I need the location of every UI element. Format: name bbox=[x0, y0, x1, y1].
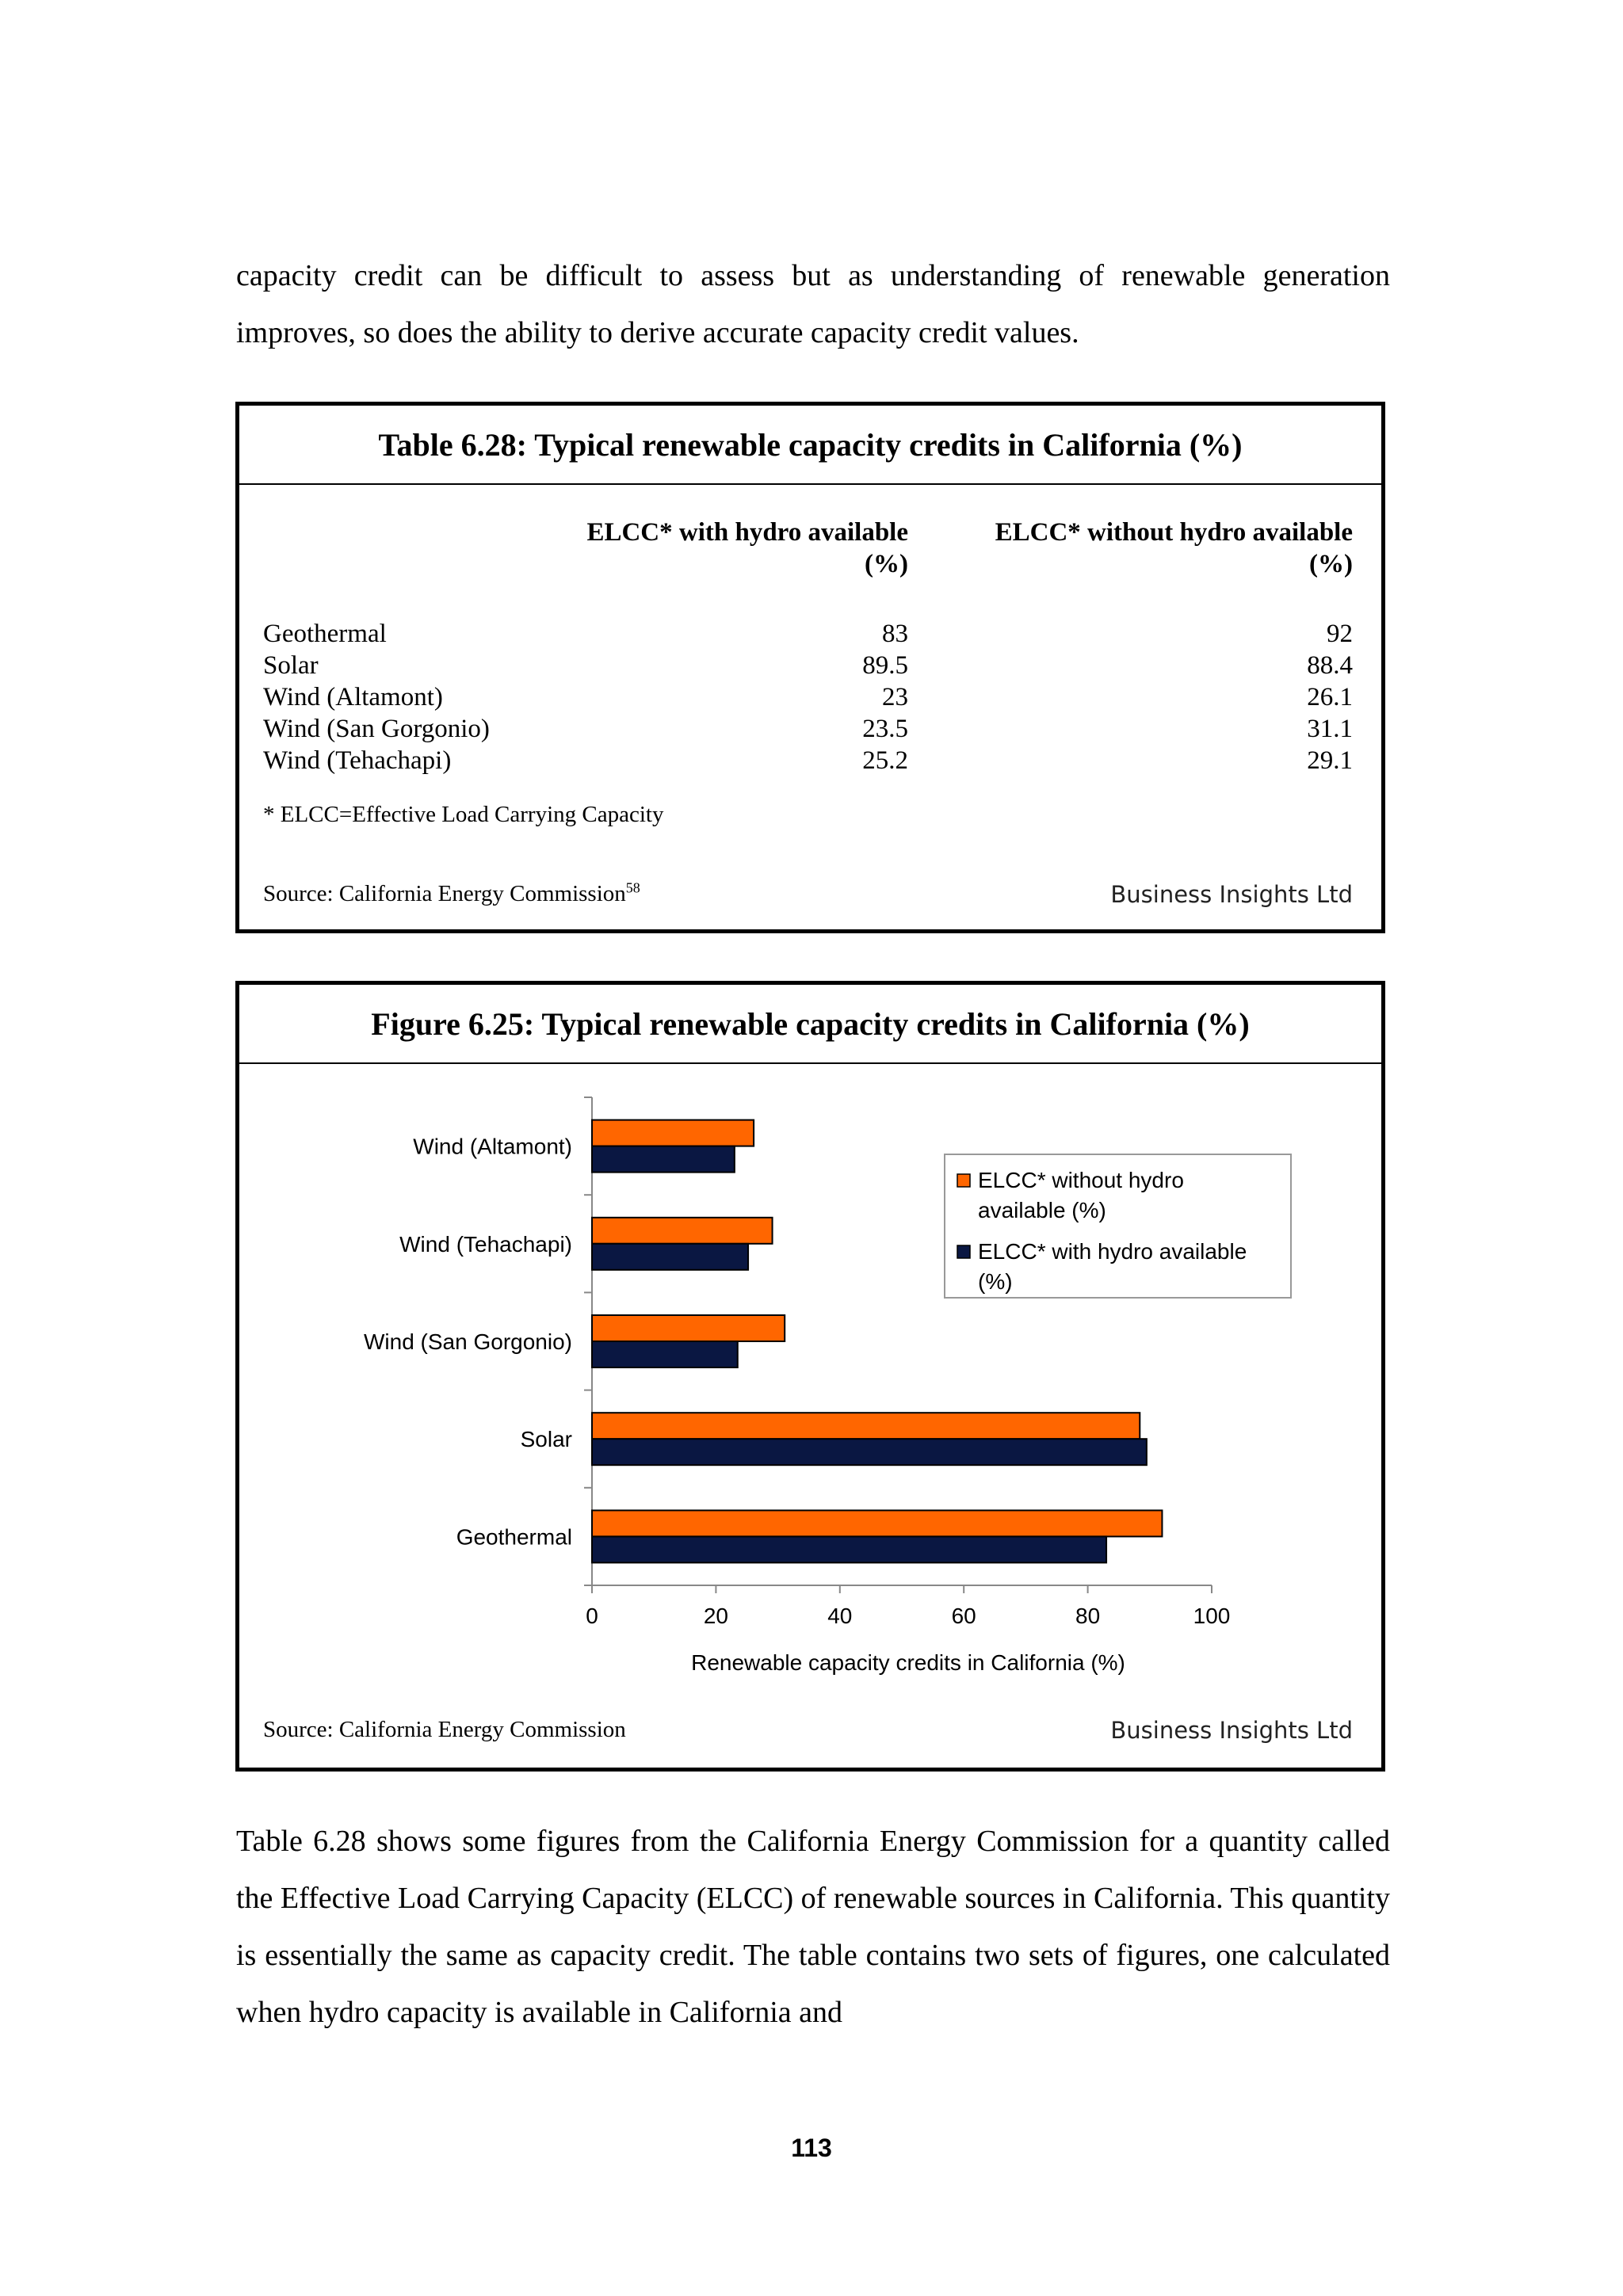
x-tick-label: 80 bbox=[1075, 1604, 1101, 1628]
bar bbox=[592, 1146, 735, 1173]
x-tick-label: 0 bbox=[586, 1604, 598, 1628]
value-without-hydro: 29.1 bbox=[1307, 746, 1353, 775]
legend-label: available (%) bbox=[978, 1198, 1106, 1222]
value-with-hydro: 23 bbox=[882, 683, 908, 711]
category-label: Geothermal bbox=[456, 1524, 572, 1550]
table-row bbox=[263, 620, 1353, 651]
category-label: Wind (San Gorgonio) bbox=[363, 1329, 572, 1354]
table-row bbox=[263, 715, 1353, 746]
bar bbox=[592, 1218, 773, 1244]
table-source: Source: California Energy Commission$^{58}$ bbox=[263, 879, 640, 906]
row-label: Wind (Altamont) bbox=[263, 683, 443, 711]
page-number: 113 bbox=[791, 2134, 832, 2162]
figure-6-25 bbox=[235, 981, 1385, 1772]
value-with-hydro: 83 bbox=[882, 620, 908, 648]
x-tick-label: 20 bbox=[703, 1604, 728, 1628]
table-row bbox=[263, 683, 1353, 715]
value-without-hydro: 31.1 bbox=[1307, 715, 1353, 743]
figure-publisher: Business Insights Ltd bbox=[1110, 1717, 1353, 1744]
bar bbox=[592, 1510, 1162, 1536]
table-6-28 bbox=[235, 402, 1385, 933]
value-without-hydro: 26.1 bbox=[1307, 683, 1353, 711]
bar bbox=[592, 1341, 738, 1367]
bar-chart bbox=[239, 1062, 1381, 1696]
bar bbox=[592, 1315, 785, 1341]
table-row bbox=[263, 651, 1353, 683]
bar bbox=[592, 1413, 1140, 1439]
header-without-hydro: ELCC* without hydro available (%) bbox=[995, 518, 1353, 578]
x-axis-label: Renewable capacity credits in California (%) bbox=[691, 1650, 1125, 1675]
value-with-hydro: 25.2 bbox=[862, 746, 908, 775]
table-publisher: Business Insights Ltd bbox=[1110, 881, 1353, 908]
legend-label: ELCC* with hydro available bbox=[978, 1239, 1247, 1264]
figure-title: Figure 6.25: Typical renewable capacity credits in California (%) bbox=[239, 985, 1381, 1064]
intro-paragraph: capacity credit can be difficult to assess but as understanding of renewable generation improves, so does the ability to derive accurate capacity credit values. bbox=[236, 259, 1390, 349]
x-tick-label: 40 bbox=[827, 1604, 853, 1628]
table-title: Table 6.28: Typical renewable capacity credits in California (%) bbox=[239, 406, 1381, 485]
value-without-hydro: 88.4 bbox=[1307, 651, 1353, 680]
x-tick-label: 60 bbox=[951, 1604, 976, 1628]
value-with-hydro: 23.5 bbox=[862, 715, 908, 743]
value-with-hydro: 89.5 bbox=[862, 651, 908, 680]
legend-swatch bbox=[957, 1174, 970, 1187]
row-label: Wind (Tehachapi) bbox=[263, 746, 452, 775]
legend-swatch bbox=[957, 1245, 970, 1258]
category-label: Wind (Altamont) bbox=[413, 1134, 572, 1159]
header-with-hydro: ELCC* with hydro available (%) bbox=[586, 518, 908, 578]
figure-source: Source: California Energy Commission bbox=[263, 1717, 626, 1742]
value-without-hydro: 92 bbox=[1327, 620, 1353, 648]
category-label: Solar bbox=[520, 1427, 572, 1452]
legend-label: ELCC* without hydro bbox=[978, 1168, 1184, 1192]
category-label: Wind (Tehachapi) bbox=[399, 1231, 572, 1257]
x-tick-label: 100 bbox=[1193, 1604, 1231, 1628]
row-label: Geothermal bbox=[263, 620, 387, 648]
legend-label: (%) bbox=[978, 1269, 1013, 1294]
footnote-ref: 58 bbox=[625, 879, 640, 896]
bar bbox=[592, 1244, 748, 1270]
table-footnote: * ELCC=Effective Load Carrying Capacity bbox=[263, 802, 664, 827]
row-label: Solar bbox=[263, 651, 319, 680]
row-label: Wind (San Gorgonio) bbox=[263, 715, 490, 743]
bar bbox=[592, 1439, 1147, 1465]
bar bbox=[592, 1536, 1106, 1562]
bar bbox=[592, 1120, 754, 1146]
table-row bbox=[263, 746, 1353, 778]
body-paragraph: Table 6.28 shows some figures from the California Energy Commission for a quantity called the Effective Load Carrying Capacity (ELCC) of renewable sources in California. This quantity is essentially the same as capacity credit. The table contains two sets of figures, one calculated when hydro capacity is available in California and bbox=[236, 1825, 1390, 2029]
